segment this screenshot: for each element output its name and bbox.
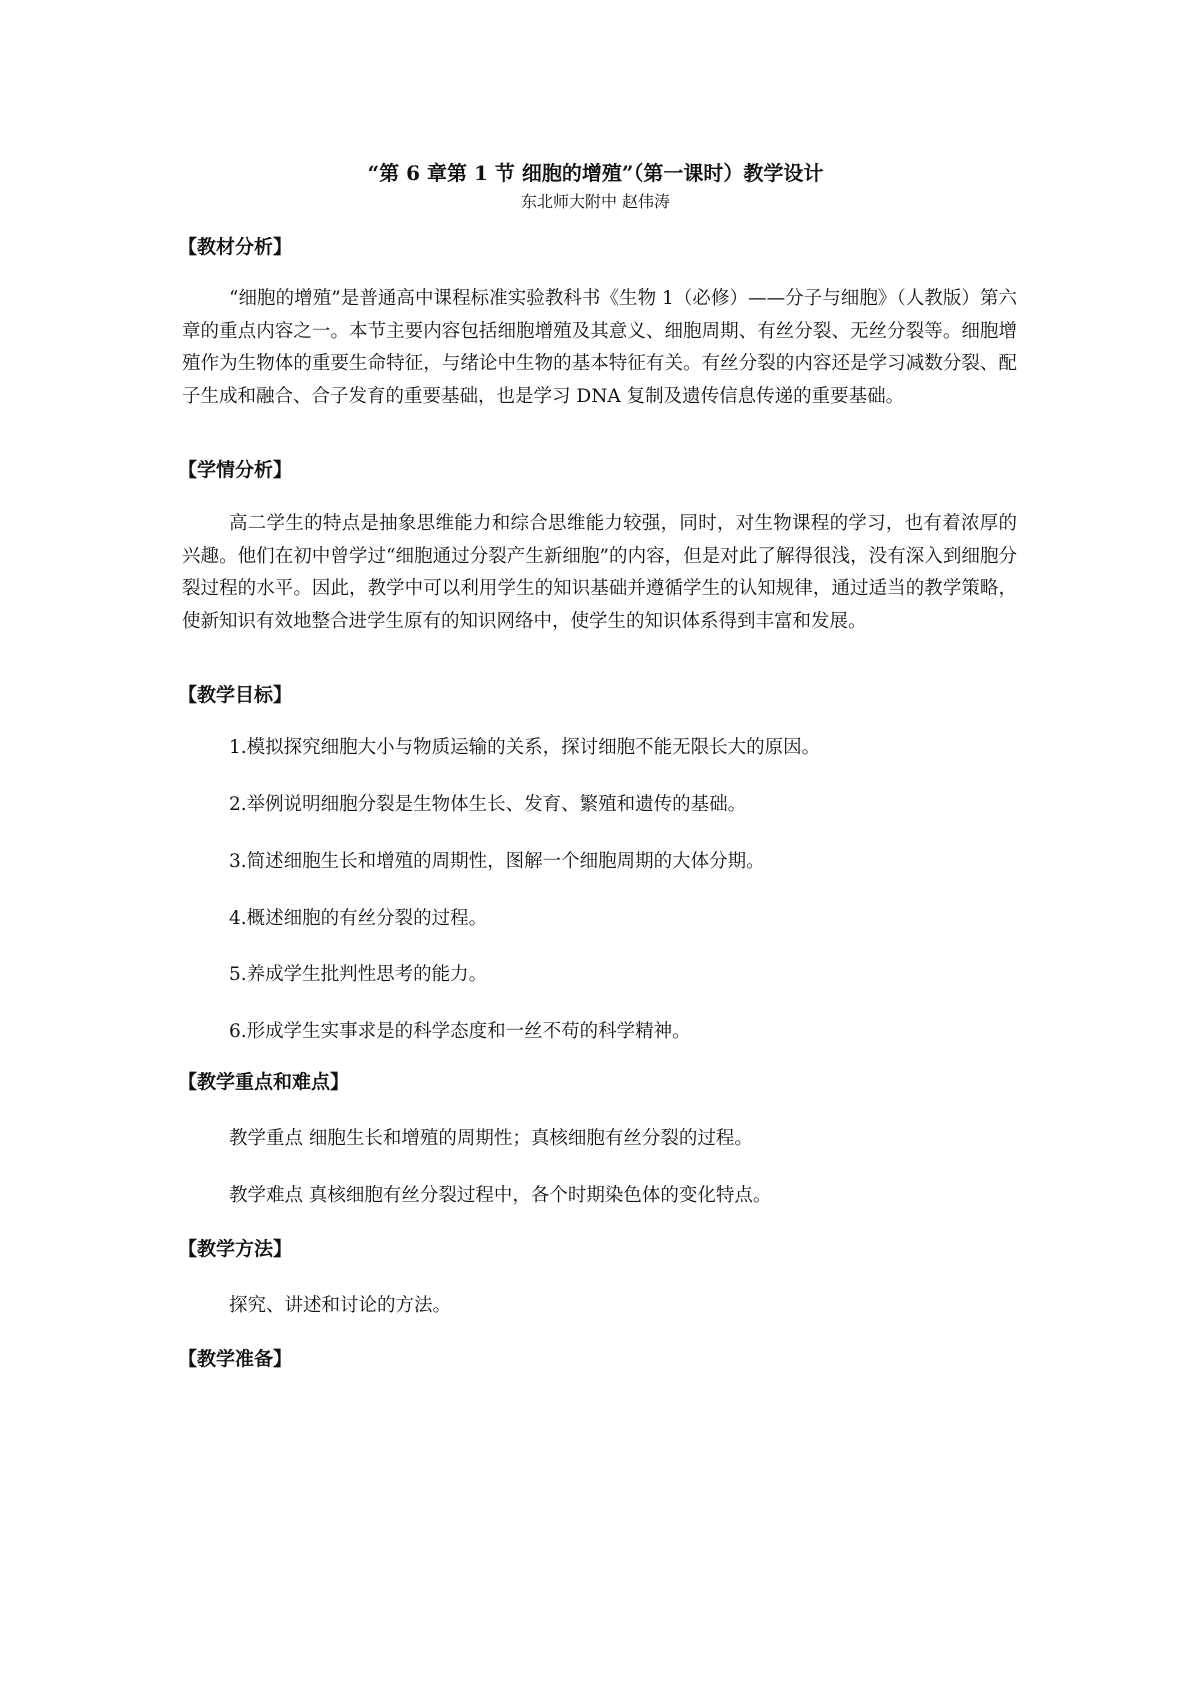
- teaching-goal-item: 4.概述细胞的有丝分裂的过程。: [229, 908, 488, 929]
- section-heading-teaching-goals: 【教学目标】: [178, 684, 293, 706]
- student-analysis-paragraph: 高二学生的特点是抽象思维能力和综合思维能力较强，同时，对生物课程的学习，也有着浓厚的兴趣。他们在初中曾学过“细胞通过分裂产生新细胞”的内容，但是对此了解得很浅，没有深入到细胞分裂过程的水平。因此，教学中可以利用学生的知识基础并遵循学生的认知规律，通过适当的教学策略，使新知识有效地整合进学生原有的知识网络中，使学生的知识体系得到丰富和发展。: [182, 513, 1017, 632]
- section-heading-key-points: 【教学重点和难点】: [178, 1071, 350, 1093]
- section-heading-teaching-methods: 【教学方法】: [178, 1238, 293, 1260]
- teaching-goal-item: 6.形成学生实事求是的科学态度和一丝不苟的科学精神。: [229, 1021, 691, 1042]
- section-heading-student-analysis: 【学情分析】: [178, 459, 293, 481]
- key-point-item: 教学重点 细胞生长和增殖的周期性；真核细胞有丝分裂的过程。: [229, 1128, 753, 1149]
- teaching-method-item: 探究、讲述和讨论的方法。: [229, 1295, 452, 1316]
- document-title: “第 6 章第 1 节 细胞的增殖”（第一课时）教学设计: [367, 161, 824, 185]
- document-author: 东北师大附中 赵伟涛: [520, 192, 671, 211]
- textbook-analysis-paragraph: “细胞的增殖”是普通高中课程标准实验教科书《生物 1（必修）——分子与细胞》（人教版）第六章的重点内容之一。本节主要内容包括细胞增殖及其意义、细胞周期、有丝分裂、无丝分裂等。细胞增殖作为生物体的重要生命特征，与绪论中生物的基本特征有关。有丝分裂的内容还是学习减数分裂、配子生成和融合、合子发育的重要基础，也是学习 DNA 复制及遗传信息传递的重要基础。: [182, 288, 1017, 407]
- teaching-goal-item: 1.模拟探究细胞大小与物质运输的关系，探讨细胞不能无限长大的原因。: [229, 737, 821, 758]
- difficulty-item: 教学难点 真核细胞有丝分裂过程中，各个时期染色体的变化特点。: [229, 1185, 772, 1206]
- teaching-goal-item: 5.养成学生批判性思考的能力。: [229, 964, 488, 985]
- teaching-goal-item: 2.举例说明细胞分裂是生物体生长、发育、繁殖和遗传的基础。: [229, 794, 747, 815]
- section-heading-teaching-preparation: 【教学准备】: [178, 1348, 293, 1370]
- section-heading-textbook-analysis: 【教材分析】: [178, 236, 293, 258]
- teaching-goal-item: 3.简述细胞生长和增殖的周期性，图解一个细胞周期的大体分期。: [229, 851, 765, 872]
